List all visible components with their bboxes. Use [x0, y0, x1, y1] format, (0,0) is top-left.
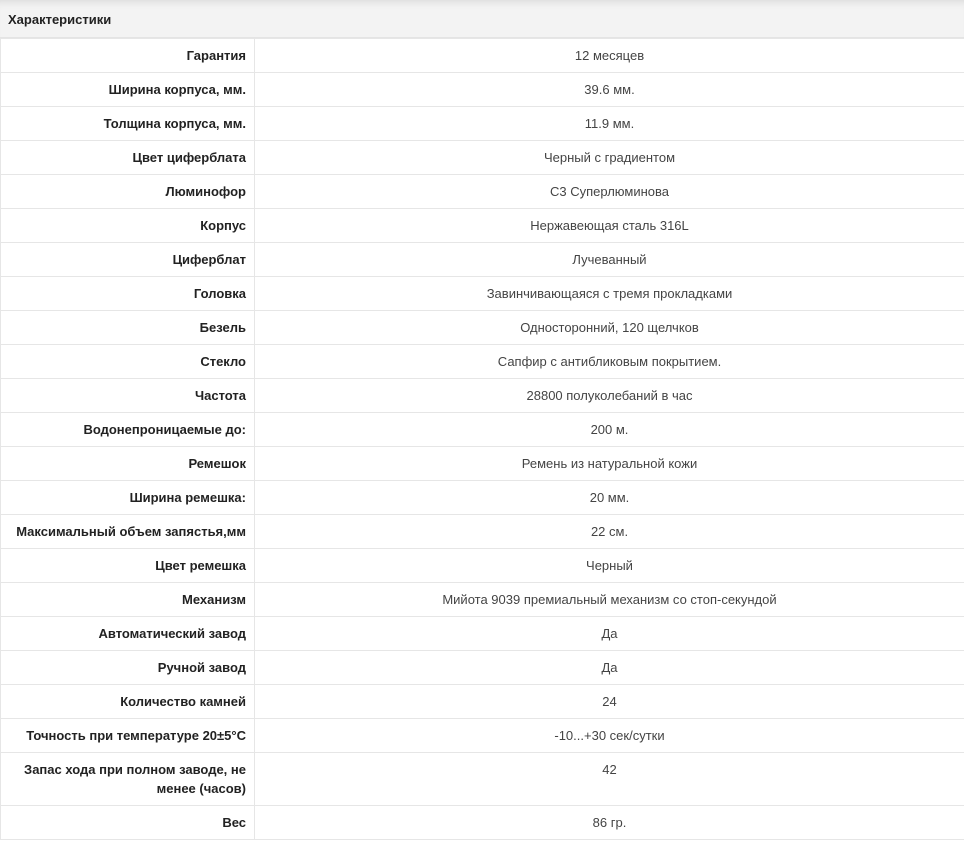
- table-row: [1, 209, 964, 243]
- table-row: [1, 243, 964, 277]
- spec-label: Ширина ремешка:: [1, 481, 255, 515]
- spec-value: -10...+30 сек/сутки: [255, 719, 964, 753]
- table-row: [1, 447, 964, 481]
- table-row: [1, 175, 964, 209]
- spec-label: Автоматический завод: [1, 617, 255, 651]
- table-row: [1, 413, 964, 447]
- table-row: [1, 806, 964, 840]
- spec-label: Цвет циферблата: [1, 141, 255, 175]
- spec-value: 86 гр.: [255, 806, 964, 840]
- spec-value: Завинчивающаяся с тремя прокладками: [255, 277, 964, 311]
- table-row: [1, 379, 964, 413]
- spec-label: Ремешок: [1, 447, 255, 481]
- spec-label: Частота: [1, 379, 255, 413]
- spec-value: 20 мм.: [255, 481, 964, 515]
- spec-value: 28800 полуколебаний в час: [255, 379, 964, 413]
- section-header: [0, 0, 964, 38]
- spec-label: Цвет ремешка: [1, 549, 255, 583]
- spec-label: Точность при температуре 20±5°С: [1, 719, 255, 753]
- spec-label: Запас хода при полном заводе, не менее (часов): [1, 753, 255, 806]
- table-row: [1, 107, 964, 141]
- spec-value: Мийота 9039 премиальный механизм со стоп-секундой: [255, 583, 964, 617]
- specs-table: [0, 38, 964, 840]
- spec-value: Лучеванный: [255, 243, 964, 277]
- table-row: [1, 549, 964, 583]
- table-row: [1, 651, 964, 685]
- spec-label: Ручной завод: [1, 651, 255, 685]
- table-row: [1, 719, 964, 753]
- spec-label: Корпус: [1, 209, 255, 243]
- spec-value: 12 месяцев: [255, 39, 964, 73]
- spec-value: С3 Суперлюминова: [255, 175, 964, 209]
- spec-value: Да: [255, 651, 964, 685]
- spec-label: Водонепроницаемые до:: [1, 413, 255, 447]
- table-row: [1, 141, 964, 175]
- spec-label: Механизм: [1, 583, 255, 617]
- spec-value: Сапфир с антибликовым покрытием.: [255, 345, 964, 379]
- table-row: [1, 311, 964, 345]
- spec-label: Ширина корпуса, мм.: [1, 73, 255, 107]
- section-title: Характеристики: [8, 12, 112, 27]
- table-row: [1, 583, 964, 617]
- table-row: [1, 515, 964, 549]
- spec-label: Циферблат: [1, 243, 255, 277]
- table-row: [1, 277, 964, 311]
- spec-value: Ремень из натуральной кожи: [255, 447, 964, 481]
- table-row: [1, 73, 964, 107]
- spec-label: Количество камней: [1, 685, 255, 719]
- spec-value: 11.9 мм.: [255, 107, 964, 141]
- table-row: [1, 481, 964, 515]
- spec-label: Толщина корпуса, мм.: [1, 107, 255, 141]
- spec-label: Вес: [1, 806, 255, 840]
- spec-value: Черный: [255, 549, 964, 583]
- spec-label: Стекло: [1, 345, 255, 379]
- spec-value: Черный с градиентом: [255, 141, 964, 175]
- spec-label: Головка: [1, 277, 255, 311]
- table-row: [1, 753, 964, 806]
- spec-value: Нержавеющая сталь 316L: [255, 209, 964, 243]
- spec-value: 39.6 мм.: [255, 73, 964, 107]
- spec-label: Люминофор: [1, 175, 255, 209]
- spec-value: 200 м.: [255, 413, 964, 447]
- spec-label: Безель: [1, 311, 255, 345]
- table-row: [1, 39, 964, 73]
- spec-value: Односторонний, 120 щелчков: [255, 311, 964, 345]
- spec-value: 42: [255, 753, 964, 806]
- spec-label: Гарантия: [1, 39, 255, 73]
- table-row: [1, 685, 964, 719]
- table-row: [1, 617, 964, 651]
- table-row: [1, 345, 964, 379]
- spec-value: 24: [255, 685, 964, 719]
- spec-label: Максимальный объем запястья,мм: [1, 515, 255, 549]
- spec-value: 22 см.: [255, 515, 964, 549]
- spec-value: Да: [255, 617, 964, 651]
